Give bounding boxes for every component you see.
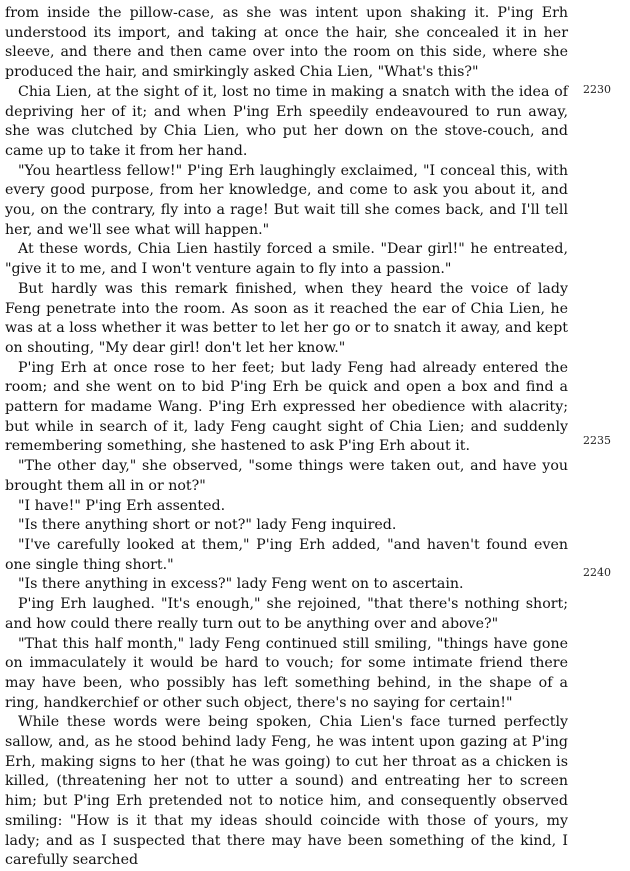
paragraph: "Is there anything in excess?" lady Feng went on to ascertain.: [18, 576, 464, 593]
paragraph: While these words were being spoken, Chia Lien's face turned perfectly sallow, and, as he stood behind lady Feng, he was intent upon gazing at P'ing Erh, making signs to her (that he was going) to cut her throat as a chicken is killed, (threatening her not to utter a sound) and entreating her to screen him; but P'ing Erh pretended not to notice him, and consequently observed smiling: "How is it that my ideas should coincide with those of yours, my lady; and as I suspected that there may have been something of the kind, I carefully searched: [5, 714, 568, 869]
line-number: 2235: [583, 434, 611, 447]
line-number: 2240: [583, 566, 611, 579]
paragraph: "I've carefully looked at them," P'ing Erh added, "and haven't found even one single thing short.": [5, 536, 568, 573]
paragraph: "That this half month," lady Feng continued still smiling, "things have gone on immaculately it would be hard to vouch; for some intimate friend there may have been, who possibly has left something behind, in the shape of a ring, handkerchief or other such object, there's no saying for certain!": [5, 635, 568, 711]
paragraph: Chia Lien, at the sight of it, lost no time in making a snatch with the idea of depriving her of it; and when P'ing Erh speedily endeavoured to run away, she was clutched by Chia Lien, who put her down on the stove-couch, and came up to take it from her hand.: [5, 83, 568, 159]
paragraph: At these words, Chia Lien hastily forced a smile. "Dear girl!" he entreated, "give it to me, and I won't venture again to fly into a passion.": [5, 241, 568, 278]
body-text: [5, 4, 568, 871]
paragraph: But hardly was this remark finished, when they heard the voice of lady Feng penetrate into the room. As soon as it reached the ear of Chia Lien, he was at a loss whether it was better to let her go or to snatch it away, and kept on shouting, "My dear girl! don't let her know.": [5, 280, 568, 356]
paragraph: from inside the pillow-case, as she was intent upon shaking it. P'ing Erh understood its import, and taking at once the hair, she concealed it in her sleeve, and there and then came over into the room on this side, where she produced the hair, and smirkingly asked Chia Lien, "What's this?": [5, 5, 568, 81]
paragraph: "You heartless fellow!" P'ing Erh laughingly exclaimed, "I conceal this, with every good purpose, from her knowledge, and come to ask you about it, and you, on the contrary, fly into a rage! But wait till she comes back, and I'll tell her, and we'll see what will happen.": [5, 162, 568, 238]
paragraph: P'ing Erh at once rose to her feet; but lady Feng had already entered the room; and she went on to bid P'ing Erh be quick and open a box and find a pattern for madame Wang. P'ing Erh expressed her obedience with alacrity; but while in search of it, lady Feng caught sight of Chia Lien; and suddenly remembering something, she hastened to ask P'ing Erh about it.: [5, 359, 568, 455]
paragraph: "The other day," she observed, "some things were taken out, and have you brought them all in or not?": [5, 458, 568, 494]
line-number: 2230: [583, 83, 611, 96]
paragraph: "Is there anything short or not?" lady Feng inquired.: [18, 517, 397, 534]
paragraph: P'ing Erh laughed. "It's enough," she rejoined, "that there's nothing short; and how could there really turn out to be anything over and above?": [5, 596, 568, 632]
paragraph: "I have!" P'ing Erh assented.: [18, 497, 226, 514]
